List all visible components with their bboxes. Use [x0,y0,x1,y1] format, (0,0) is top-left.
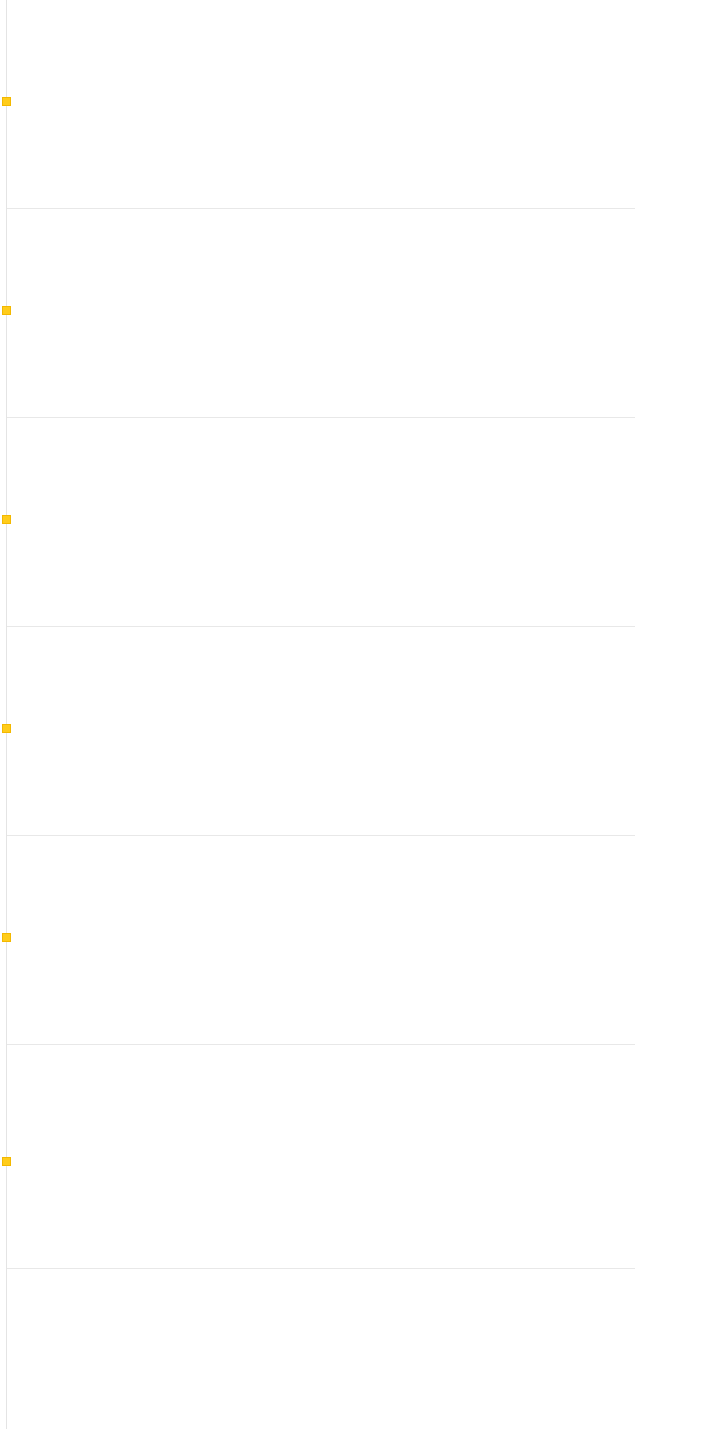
timeline-list [7,0,635,1401]
square-marker-icon [2,97,11,106]
timeline-item [7,418,635,627]
timeline-item [7,1269,635,1401]
square-marker-icon [2,306,11,315]
square-marker-icon [2,933,11,942]
timeline-item [7,209,635,418]
square-marker-icon [2,724,11,733]
timeline-item [7,836,635,1045]
timeline-item [7,627,635,836]
square-marker-icon [2,515,11,524]
square-marker-icon [2,1157,11,1166]
timeline-item [7,1045,635,1269]
timeline-item [7,0,635,209]
